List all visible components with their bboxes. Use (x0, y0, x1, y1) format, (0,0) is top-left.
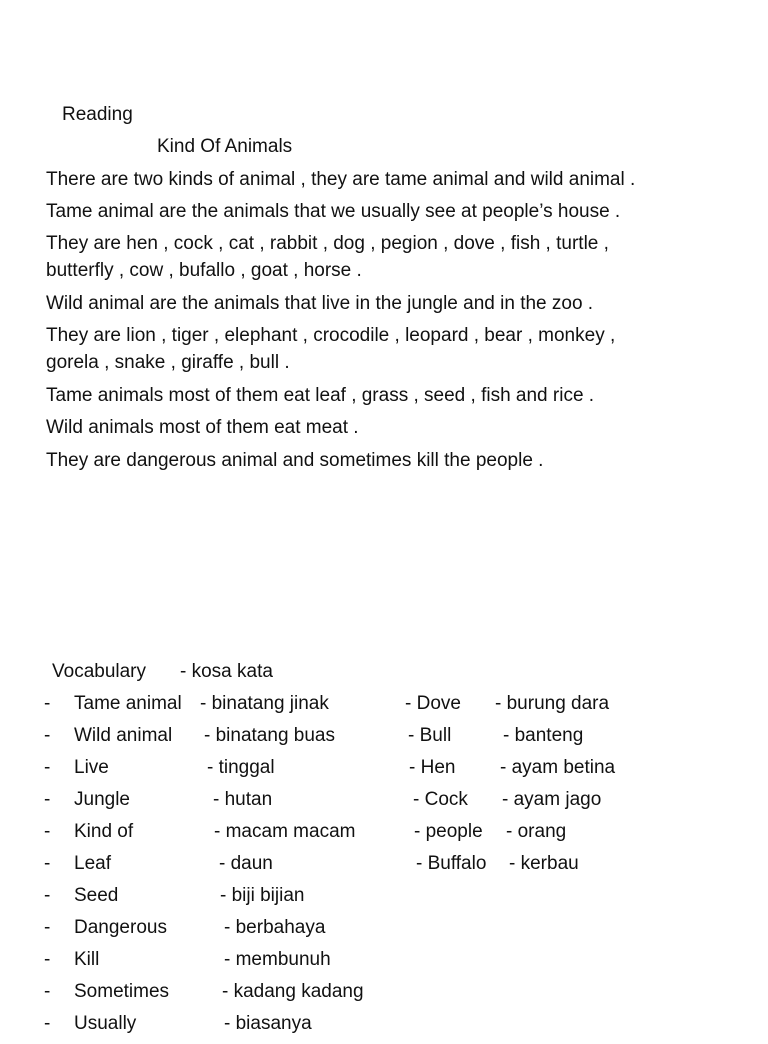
vocabulary-definition: - binatang buas (204, 725, 335, 746)
paragraph-line: butterfly , cow , bufallo , goat , horse . (46, 260, 362, 281)
vocabulary-definition: - macam macam (214, 821, 356, 842)
paragraph-line: Wild animals most of them eat meat . (46, 417, 359, 438)
paragraph-line: Tame animals most of them eat leaf , grass , seed , fish and rice . (46, 385, 595, 406)
vocabulary-row (0, 820, 768, 852)
vocabulary-term-right: - people (414, 821, 483, 842)
vocabulary-definition: - daun (219, 853, 273, 874)
vocabulary-row (0, 884, 768, 916)
bullet-dash: - (44, 693, 51, 714)
vocabulary-row (0, 724, 768, 756)
bullet-dash: - (44, 981, 51, 1002)
vocabulary-definition: - berbahaya (224, 917, 326, 938)
vocabulary-term: Dangerous (74, 917, 167, 938)
vocabulary-term: Tame animal (74, 693, 182, 714)
vocabulary-term-right: - Bull (408, 725, 452, 746)
vocabulary-term: Wild animal (74, 725, 173, 746)
vocabulary-row (0, 788, 768, 820)
vocabulary-definition-right: - ayam betina (500, 757, 616, 778)
vocabulary-definition-right: - kerbau (509, 853, 579, 874)
vocabulary-term-right: - Hen (409, 757, 456, 778)
vocabulary-definition: - binatang jinak (200, 693, 329, 714)
vocabulary-term: Jungle (74, 789, 130, 810)
bullet-dash: - (44, 917, 51, 938)
vocabulary-term: Usually (74, 1013, 137, 1034)
paragraph-line: Wild animal are the animals that live in the jungle and in the zoo . (46, 293, 594, 314)
vocabulary-row (0, 692, 768, 724)
vocabulary-heading: Vocabulary (52, 661, 147, 682)
vocabulary-term-right: - Cock (413, 789, 468, 810)
vocabulary-row (0, 852, 768, 884)
vocabulary-definition: - membunuh (224, 949, 331, 970)
paragraph-line: They are dangerous animal and sometimes kill the people . (46, 450, 544, 471)
vocabulary-definition: - kadang kadang (222, 981, 364, 1002)
vocabulary-row (0, 948, 768, 980)
vocabulary-definition: - biji bijian (220, 885, 305, 906)
vocabulary-term: Sometimes (74, 981, 170, 1002)
vocabulary-definition-right: - banteng (503, 725, 584, 746)
vocabulary-term-right: - Buffalo (416, 853, 487, 874)
vocabulary-heading-definition: - kosa kata (180, 661, 273, 682)
vocabulary-term: Kill (74, 949, 100, 970)
paragraph-line: They are hen , cock , cat , rabbit , dog , pegion , dove , fish , turtle , (46, 233, 609, 254)
paragraph-line: They are lion , tiger , elephant , crocodile , leopard , bear , monkey , (46, 325, 616, 346)
paragraph-line: Tame animal are the animals that we usually see at people’s house . (46, 201, 621, 222)
vocabulary-definition-right: - ayam jago (502, 789, 602, 810)
vocabulary-term: Kind of (74, 821, 134, 842)
paragraph-line: gorela , snake , giraffe , bull . (46, 352, 290, 373)
vocabulary-definition: - biasanya (224, 1013, 312, 1034)
bullet-dash: - (44, 949, 51, 970)
bullet-dash: - (44, 1013, 51, 1034)
bullet-dash: - (44, 757, 51, 778)
vocabulary-row (0, 916, 768, 948)
section-heading: Reading (62, 104, 133, 125)
bullet-dash: - (44, 885, 51, 906)
vocabulary-term: Seed (74, 885, 119, 906)
vocabulary-term: Leaf (74, 853, 111, 874)
paragraph-line: There are two kinds of animal , they are tame animal and wild animal . (46, 169, 636, 190)
bullet-dash: - (44, 725, 51, 746)
vocabulary-row (0, 980, 768, 1012)
vocabulary-definition-right: - burung dara (495, 693, 610, 714)
vocabulary-term: Live (74, 757, 109, 778)
document-title: Kind Of Animals (157, 136, 293, 157)
vocabulary-row (0, 756, 768, 788)
vocabulary-definition: - tinggal (207, 757, 275, 778)
vocabulary-definition: - hutan (213, 789, 273, 810)
bullet-dash: - (44, 789, 51, 810)
bullet-dash: - (44, 853, 51, 874)
vocabulary-row (0, 1012, 768, 1044)
vocabulary-term-right: - Dove (405, 693, 461, 714)
bullet-dash: - (44, 821, 51, 842)
vocabulary-definition-right: - orang (506, 821, 567, 842)
